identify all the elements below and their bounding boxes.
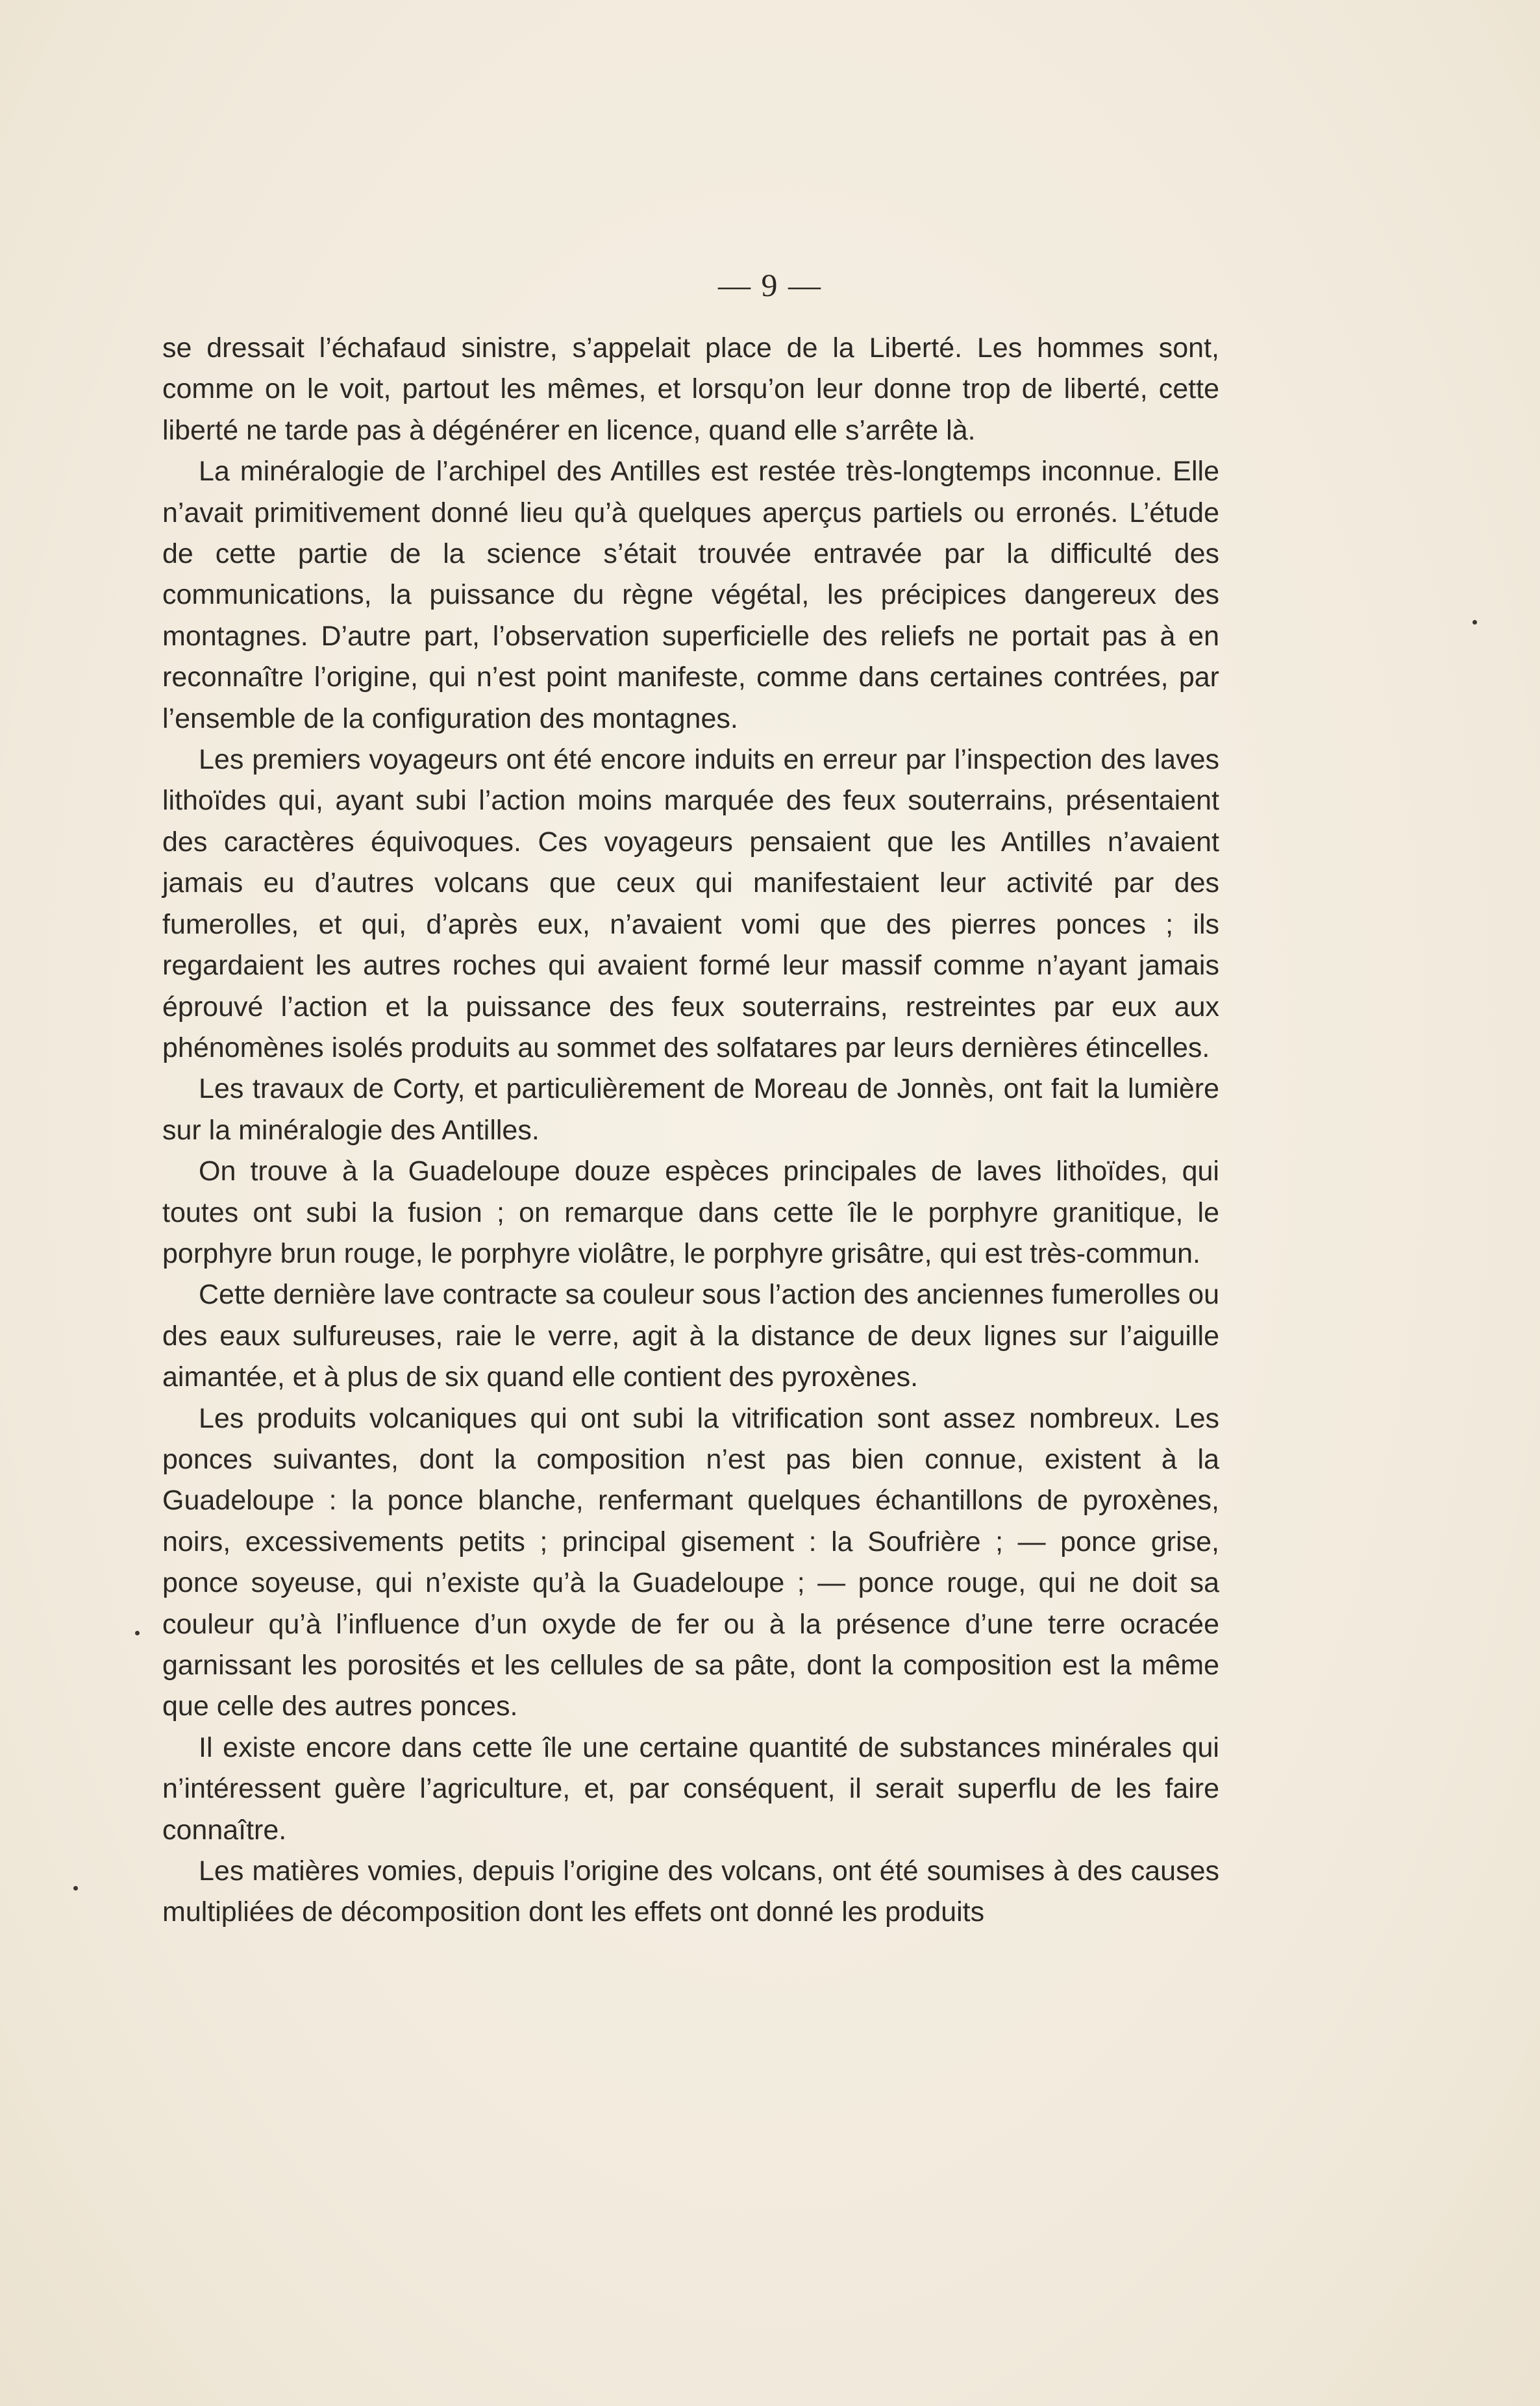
body-text: [162, 328, 1219, 1933]
paragraph-1: se dressait l’échafaud sinistre, s’appelait place de la Liberté. Les hommes sont, comme on le voit, partout les mêmes, et lorsqu’on leur donne trop de liberté, cette liberté ne tarde pas à dégénérer en licence, quand elle s’arrête là.: [162, 332, 1219, 446]
paragraph-5: On trouve à la Guadeloupe douze espèces principales de laves lithoïdes, qui toutes ont subi la fusion ; on remarque dans cette île le porphyre granitique, le porphyre brun rouge, le porphyre violâtre, le porphyre grisâtre, qui est très-commun.: [162, 1156, 1219, 1269]
ink-speck: [73, 1886, 78, 1891]
paragraph-8: Il existe encore dans cette île une certaine quantité de substances minérales qui n’intéressent guère l’agriculture, et, par conséquent, il serait superflu de les faire connaître.: [162, 1731, 1219, 1846]
paragraph-7: Les produits volcaniques qui ont subi la vitrification sont assez nombreux. Les ponces suivantes, dont la composition n’est pas bien connue, existent à la Guadeloupe : la ponce blanche, renfermant quelques échantillons de pyroxènes, noirs, excessivements petits ; principal gisement : la Soufrière ; — ponce grise, ponce soyeuse, qui n’existe qu’à la Guadeloupe ; — ponce rouge, qui ne doit sa couleur qu’à l’influence d’un oxyde de fer ou à la présence d’une terre ocracée garnissant les porosités et les cellules de sa pâte, dont la composition est la même que celle des autres ponces.: [162, 1402, 1219, 1722]
paragraph-3: Les premiers voyageurs ont été encore induits en erreur par l’inspection des laves lithoïdes qui, ayant subi l’action moins marquée des feux souterrains, présentaient des caractères équivoques. Ces voyageurs pensaient que les Antilles n’avaient jamais eu d’autres volcans que ceux qui manifestaient leur activité par des fumerolles, et qui, d’après eux, n’avaient vomi que des pierres ponces ; ils regardaient les autres roches qui avaient formé leur massif comme n’ayant jamais éprouvé l’action et la puissance des feux souterrains, restreintes par eux aux phénomènes isolés produits au sommet des solfatares par leurs dernières étincelles.: [162, 744, 1219, 1063]
ink-speck: [1472, 620, 1477, 625]
ink-speck: [135, 1631, 140, 1635]
paragraph-2: La minéralogie de l’archipel des Antilles est restée très-longtemps inconnue. Elle n’avait primitivement donné lieu qu’à quelques aperçus partiels ou erronés. L’étude de cette partie de la science s’était trouvée entravée par la difficulté des communications, la puissance du règne végétal, les précipices dangereux des montagnes. D’autre part, l’observation superficielle des reliefs ne portait pas à en reconnaître l’origine, qui n’est point manifeste, comme dans certaines contrées, par l’ensemble de la configuration des montagnes.: [162, 456, 1219, 734]
paragraph-6: Cette dernière lave contracte sa couleur sous l’action des anciennes fumerolles ou des eaux sulfureuses, raie le verre, agit à la distance de deux lignes sur l’aiguille aimantée, et à plus de six quand elle contient des pyroxènes.: [162, 1279, 1219, 1393]
paragraph-4: Les travaux de Corty, et particulièrement de Moreau de Jonnès, ont fait la lumière sur la minéralogie des Antilles.: [162, 1073, 1219, 1146]
paragraph-9: Les matières vomies, depuis l’origine des volcans, ont été soumises à des causes multipliées de décomposition dont les effets ont donné les produits: [162, 1855, 1219, 1928]
page-number: — 9 —: [718, 267, 822, 303]
